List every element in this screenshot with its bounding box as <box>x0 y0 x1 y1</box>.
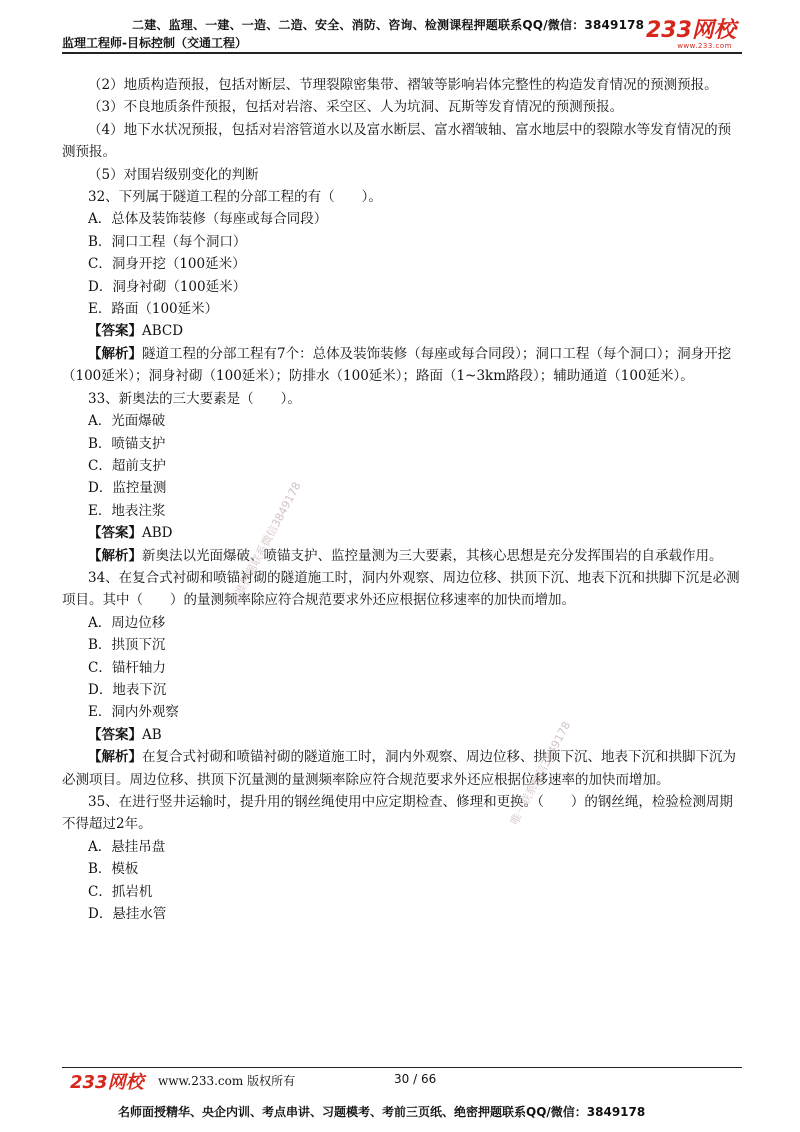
paragraph: （2）地质构造预报，包括对断层、节理裂隙密集带、褶皱等影响岩体完整性的构造发育情况的预测预报。 <box>88 77 718 93</box>
answer <box>62 724 742 746</box>
option-c: C．洞身开挖（100延米） <box>88 256 246 273</box>
document-body <box>62 74 742 925</box>
page-number: 30 / 66 <box>394 1072 437 1086</box>
page-footer <box>62 1072 742 1092</box>
option-e: E．地表注浆 <box>88 502 166 519</box>
option-c: C．锚杆轴力 <box>88 659 166 676</box>
page-header <box>62 14 742 54</box>
option-b: B．拱顶下沉 <box>88 637 166 654</box>
answer-tag: 【答案】 <box>88 323 142 340</box>
question-35-stem: 35、在进行竖井运输时，提升用的钢丝绳使用中应定期检查、修理和更换。（ ）的钢丝绳，检验检测周期不得超过2年。 <box>62 794 733 833</box>
header-divider <box>62 52 742 54</box>
brand-logo-text: 233网校 <box>646 18 736 43</box>
question-33-stem: 33、新奥法的三大要素是（ ）。 <box>88 390 301 407</box>
analysis-tag: 【解析】 <box>88 749 142 766</box>
option-b: B．洞口工程（每个洞口） <box>88 233 247 250</box>
question-34-stem: 34、在复合式衬砌和喷锚衬砌的隧道施工时，洞内外观察、周边位移、拱顶下沉、地表下沉和拱脚下沉是必测项目。其中（ ）的量测频率除应符合规范要求外还应根据位移速率的加快而增加。 <box>62 569 740 609</box>
analysis-tag: 【解析】 <box>88 547 142 564</box>
paragraph: （3）不良地质条件预报，包括对岩溶、采空区、人为坑洞、瓦斯等发育情况的预测预报。 <box>88 99 624 116</box>
analysis-text: 在复合式衬砌和喷锚衬砌的隧道施工时，洞内外观察、周边位移、拱顶下沉、地表下沉和拱脚下沉为必测项目。周边位移、拱顶下沉量测的量测频率除应符合规范要求外还应根据位移速率的加快而增加。 <box>62 749 736 788</box>
option-c: C．抓岩机 <box>88 883 153 900</box>
footer-divider <box>62 1067 742 1068</box>
analysis <box>62 343 742 388</box>
answer-value: ABCD <box>142 323 184 340</box>
analysis <box>62 545 742 567</box>
option-c: C．超前支护 <box>88 457 166 474</box>
answer-value: AB <box>142 726 162 743</box>
option-e: E．洞内外观察 <box>88 704 179 721</box>
analysis-text: 新奥法以光面爆破、喷锚支护、监控量测为三大要素，其核心思想是充分发挥围岩的自承载作用。 <box>142 547 723 564</box>
footer-logo: 233网校 <box>70 1072 144 1093</box>
option-d: D．悬挂水管 <box>88 906 167 923</box>
question-32-stem: 32、下列属于隧道工程的分部工程的有（ ）。 <box>88 189 382 206</box>
option-a: A．悬挂吊盘 <box>88 838 166 855</box>
option-e: E．路面（100延米） <box>88 301 219 318</box>
header-subject: 监理工程师-目标控制（交通工程） <box>62 36 247 50</box>
header-contact-line: 二建、监理、一建、一造、二造、安全、消防、咨询、检测课程押题联系QQ/微信：3849178 <box>132 18 645 32</box>
footer-contact-line: 名师面授精华、央企内训、考点串讲、习题模考、考前三页纸、绝密押题联系QQ/微信：3849178 <box>118 1105 646 1119</box>
option-a: A．总体及装饰装修（每座或每合同段） <box>88 211 328 228</box>
footer-copyright: www.233.com 版权所有 <box>158 1074 296 1088</box>
watermark: 精准押题联系微信3849178 <box>227 479 304 608</box>
option-d: D．地表下沉 <box>88 681 167 698</box>
option-b: B．模板 <box>88 861 139 878</box>
answer <box>62 320 742 342</box>
analysis <box>62 746 742 791</box>
option-b: B．喷锚支护 <box>88 435 166 452</box>
watermark: 唯一联系微信3849178 <box>507 719 574 828</box>
paragraph: （4）地下水状况预报，包括对岩溶管道水以及富水断层、富水褶皱轴、富水地层中的裂隙水等发育情况的预测预报。 <box>62 121 732 161</box>
brand-logo-url: www.233.com <box>677 42 732 50</box>
option-a: A．光面爆破 <box>88 413 166 430</box>
answer-tag: 【答案】 <box>88 726 142 743</box>
analysis-tag: 【解析】 <box>88 345 142 362</box>
answer-tag: 【答案】 <box>88 525 142 542</box>
option-d: D．监控量测 <box>88 480 167 497</box>
answer <box>62 522 742 544</box>
answer-value: ABD <box>142 525 173 542</box>
analysis-text: 隧道工程的分部工程有7个：总体及装饰装修（每座或每合同段）；洞口工程（每个洞口）；洞身开挖（100延米）；洞身衬砌（100延米）；防排水（100延米）；路面（1~3km路段）；辅助通道（100延米）。 <box>62 345 732 385</box>
paragraph: （5）对围岩级别变化的判断 <box>88 166 259 183</box>
option-a: A．周边位移 <box>88 614 166 631</box>
brand-logo <box>646 20 738 54</box>
option-d: D．洞身衬砌（100延米） <box>88 278 247 295</box>
